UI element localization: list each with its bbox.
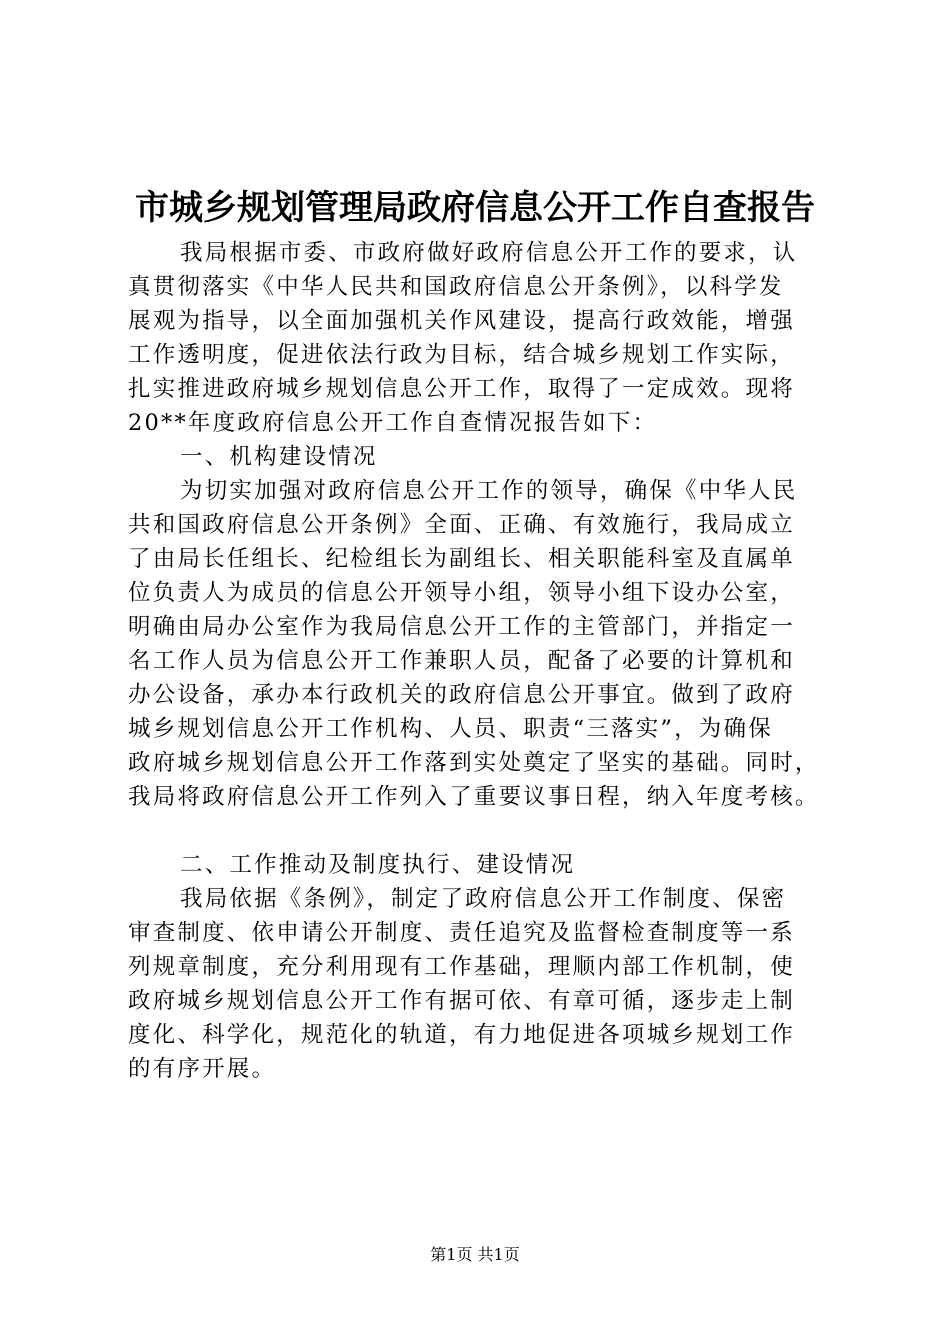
page-footer: 第1页 共1页 — [430, 1245, 520, 1264]
section-heading: 一、机构建设情况 — [180, 444, 378, 470]
paragraph-line: 审查制度、依申请公开制度、责任追究及监督检查制度等一系 — [128, 920, 795, 946]
paragraph-line: 政府城乡规划信息公开工作落到实处奠定了坚实的基础。同时， — [128, 750, 820, 776]
paragraph-line: 度化、科学化，规范化的轨道，有力地促进各项城乡规划工作 — [128, 1022, 795, 1048]
paragraph-line: 办公设备，承办本行政机关的政府信息公开事宜。做到了政府 — [128, 682, 795, 708]
document-body — [128, 236, 838, 1086]
paragraph-line: 城乡规划信息公开工作机构、人员、职责“三落实”，为确保 — [128, 716, 773, 742]
document-title: 市城乡规划管理局政府信息公开工作自查报告 — [135, 188, 815, 228]
paragraph-line: 20**年度政府信息公开工作自查情况报告如下： — [128, 410, 658, 436]
paragraph-line: 列规章制度，充分利用现有工作基础，理顺内部工作机制，使 — [128, 954, 795, 980]
paragraph-line: 的有序开展。 — [128, 1056, 277, 1082]
section-heading: 二、工作推动及制度执行、建设情况 — [180, 852, 576, 878]
paragraph-line: 了由局长任组长、纪检组长为副组长、相关职能科室及直属单 — [128, 546, 795, 572]
paragraph-line: 工作透明度，促进依法行政为目标，结合城乡规划工作实际， — [128, 342, 795, 368]
paragraph-line: 政府城乡规划信息公开工作有据可依、有章可循，逐步走上制 — [128, 988, 795, 1014]
paragraph-line: 展观为指导，以全面加强机关作风建设，提高行政效能，增强 — [128, 308, 795, 334]
paragraph-line: 名工作人员为信息公开工作兼职人员，配备了必要的计算机和 — [128, 648, 795, 674]
paragraph-line: 位负责人为成员的信息公开领导小组，领导小组下设办公室， — [128, 580, 795, 606]
paragraph-line: 我局将政府信息公开工作列入了重要议事日程，纳入年度考核。 — [128, 784, 820, 810]
paragraph-line: 明确由局办公室作为我局信息公开工作的主管部门，并指定一 — [128, 614, 795, 640]
paragraph-line: 共和国政府信息公开条例》全面、正确、有效施行，我局成立 — [128, 512, 795, 538]
paragraph-line: 我局依据《条例》，制定了政府信息公开工作制度、保密 — [180, 886, 787, 912]
paragraph-line: 真贯彻落实《中华人民共和国政府信息公开条例》，以科学发 — [128, 274, 784, 300]
paragraph-line: 为切实加强对政府信息公开工作的领导，确保《中华人民 — [180, 478, 798, 504]
blank-line — [128, 814, 838, 848]
paragraph-line: 我局根据市委、市政府做好政府信息公开工作的要求，认 — [180, 240, 798, 266]
paragraph-line: 扎实推进政府城乡规划信息公开工作，取得了一定成效。现将 — [128, 376, 795, 402]
